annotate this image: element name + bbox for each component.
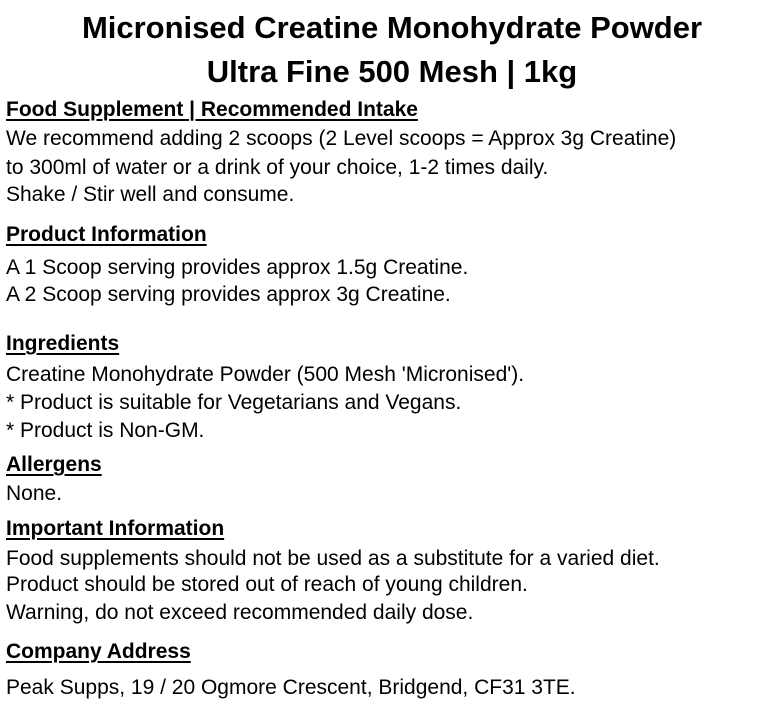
ingredients-line-1: Creatine Monohydrate Powder (500 Mesh 'Micronised'). bbox=[6, 363, 525, 386]
intake-line-2: to 300ml of water or a drink of your choice, 1-2 times daily. bbox=[6, 156, 549, 179]
intake-line-3: Shake / Stir well and consume. bbox=[6, 183, 295, 206]
important-line-1: Food supplements should not be used as a substitute for a varied diet. bbox=[6, 547, 660, 570]
page-title-line-2: Ultra Fine 500 Mesh | 1kg bbox=[206, 54, 578, 89]
allergens-line-1: None. bbox=[6, 482, 63, 505]
heading-important-information: Important Information bbox=[6, 517, 225, 540]
address-line-1: Peak Supps, 19 / 20 Ogmore Crescent, Bridgend, CF31 3TE. bbox=[6, 676, 576, 699]
heading-product-information: Product Information bbox=[6, 223, 207, 246]
heading-company-address: Company Address bbox=[6, 640, 191, 663]
intake-line-1: We recommend adding 2 scoops (2 Level scoops = Approx 3g Creatine) bbox=[6, 127, 677, 150]
important-line-3: Warning, do not exceed recommended daily dose. bbox=[6, 601, 474, 624]
heading-allergens: Allergens bbox=[6, 453, 102, 476]
heading-ingredients: Ingredients bbox=[6, 332, 120, 355]
heading-recommended-intake: Food Supplement | Recommended Intake bbox=[6, 98, 418, 121]
product-info-line-1: A 1 Scoop serving provides approx 1.5g Creatine. bbox=[6, 256, 469, 279]
page-title-line-1: Micronised Creatine Monohydrate Powder bbox=[81, 10, 703, 45]
important-line-2: Product should be stored out of reach of young children. bbox=[6, 573, 528, 596]
ingredients-line-2: * Product is suitable for Vegetarians and Vegans. bbox=[6, 391, 462, 414]
ingredients-line-3: * Product is Non-GM. bbox=[6, 419, 205, 442]
product-info-line-2: A 2 Scoop serving provides approx 3g Creatine. bbox=[6, 283, 451, 306]
